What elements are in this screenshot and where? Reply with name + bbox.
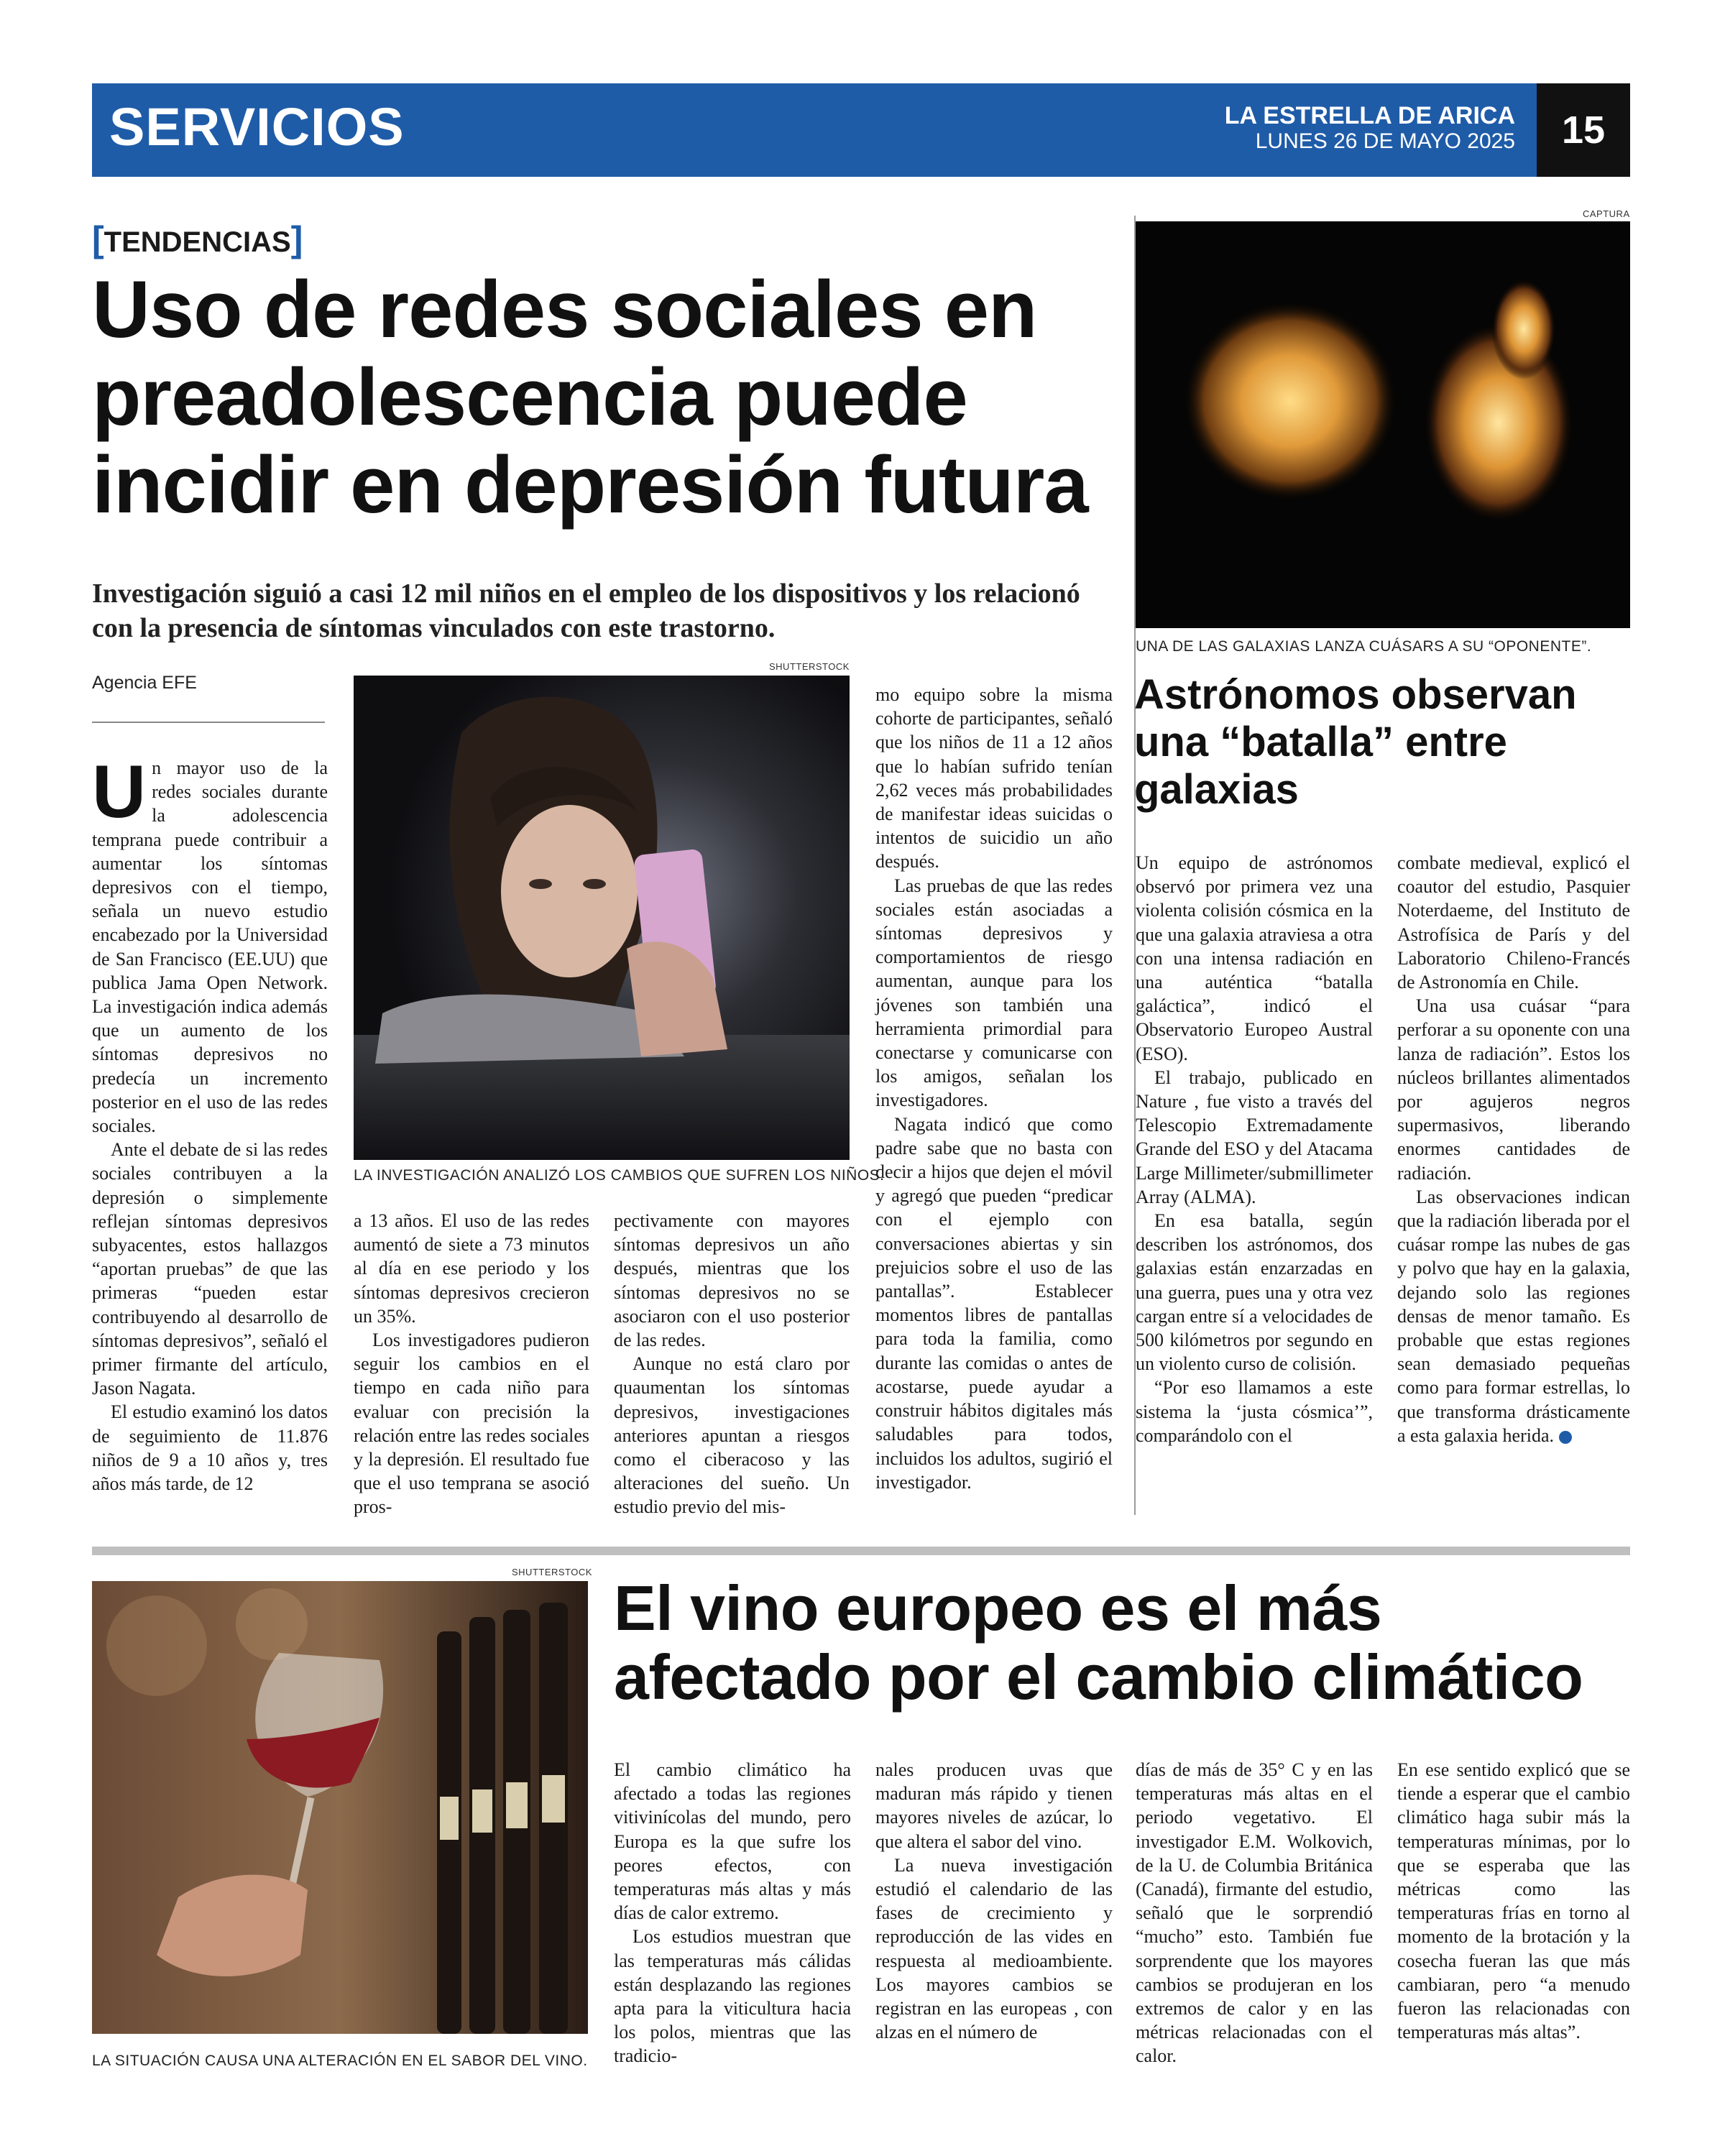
drop-cap: U bbox=[92, 750, 147, 834]
article-headline: El vino europeo es el más afectado por el cambio climático bbox=[614, 1572, 1583, 1713]
paragraph: En ese sentido explicó que se tiende a esperar que el cambio climático haga subir más la temperaturas mínimas, por lo que se esperaba que las métricas como las temperaturas frías en torno al momento de la brotación y la cosecha fueran las que más cambiaran, pero “a menudo fueron las relacionadas con temperaturas más altas”. bbox=[1397, 1759, 1630, 2043]
paragraph: Los investigadores pudieron seguir los cambios en el tiempo en cada niño para evaluar con precisión la relación entre las redes sociales y la depresión. El resultado fue que el uso temprana se asoció pros- bbox=[354, 1330, 589, 1518]
wine-glass-photo bbox=[92, 1581, 588, 2034]
paragraph: El estudio examinó los datos de seguimiento de 11.876 niños de 9 a 10 años y, tres años más tarde, de 12 bbox=[92, 1401, 328, 1495]
paragraph: La nueva investigación estudió el calendario de las fases de crecimiento y reproducción de las vides en respuesta al medioambiente. Los mayores cambios se registran en las europeas , con alzas en el número de bbox=[875, 1854, 1113, 2043]
article-headline: Astrónomos observan una “batalla” entre galaxias bbox=[1134, 671, 1577, 813]
paragraph: El trabajo, publicado en Nature , fue visto a través del Telescopio Extremadamente Grande del ESO y del Atacama Large Millimeter/submillimeter Array (ALMA). bbox=[1136, 1067, 1373, 1207]
paragraph: Las observaciones indican que la radiación liberada por el cuásar rompe las nubes de gas y polvo que hay en la galaxia, dejando solo las regiones densas de menor tamaño. Es probable que estas regiones sean demasiado pequeñas como para formar estrellas, lo que transforma drásticamente a esta galaxia herida. bbox=[1397, 1186, 1630, 1446]
paragraph: combate medieval, explicó el coautor del estudio, Pasquier Noterdaeme, del Instituto de Astrofísica de París y del Laboratorio Chileno-Francés de Astronomía en Chile. bbox=[1397, 852, 1630, 993]
photo-credit: CAPTURA bbox=[1583, 208, 1630, 219]
photo-caption: LA INVESTIGACIÓN ANALIZÓ LOS CAMBIOS QUE SUFREN LOS NIÑOS. bbox=[354, 1167, 885, 1184]
paragraph: Un equipo de astrónomos observó por primera vez una violenta colisión cósmica en la que una galaxia atraviesa a otra con una intensa radiación en una auténtica “batalla galáctica”, indicó el Observatorio Europeo Austral (ESO). bbox=[1136, 852, 1373, 1064]
section-title: SERVICIOS bbox=[109, 97, 405, 157]
photo-credit: SHUTTERSTOCK bbox=[512, 1567, 592, 1577]
paragraph: Los estudios muestran que las temperaturas más cálidas están desplazando las regiones apta para la viticultura hacia los polos, mientras que las tradicio- bbox=[614, 1926, 851, 2067]
paragraph: Ante el debate de si las redes sociales contribuyen a la depresión o simplemente reflejan síntomas depresivos subyacentes, estos hallazgos “aportan pruebas” de que las primeras “pueden estar contribuyendo al desarrollo de síntomas depresivos”, señaló el primer firmante del artículo, Jason Nagata. bbox=[92, 1139, 328, 1399]
publication-date: LUNES 26 DE MAYO 2025 bbox=[1255, 129, 1515, 153]
page-number: 15 bbox=[1561, 109, 1606, 152]
wine-glass-illustration bbox=[92, 1581, 588, 2034]
article-column-2 bbox=[354, 1209, 589, 1519]
paragraph: El cambio climático ha afectado a todas las regiones vitivinícolas del mundo, pero Europa es la que sufre los peores efectos, con temperaturas más altas y más días de calor extremo. bbox=[614, 1759, 851, 1924]
article-column-4 bbox=[1397, 1758, 1630, 2044]
paragraph: días de más de 35° C y en las temperaturas más altas en el periodo vegetativo. El investigador E.M. Wolkovich, de la U. de Columbia Británica (Canadá), firmante del estudio, señaló que le sorprendió “mucho” esto. También fue sorprendente que los mayores cambios se produjeran en los extremos de calor y en las métricas relacionadas con el calor. bbox=[1136, 1759, 1373, 2067]
page-number-box bbox=[1537, 83, 1630, 177]
photo-caption: LA SITUACIÓN CAUSA UNA ALTERACIÓN EN EL SABOR DEL VINO. bbox=[92, 2053, 588, 2069]
article-kicker: [TENDENCIAS] bbox=[92, 219, 303, 259]
paragraph: mo equipo sobre la misma cohorte de participantes, señaló que los niños de 11 a 12 años que lo habían sufrido tenían 2,62 veces más probabilidades de manifestar ideas suicidas o intentos de suicidio un año después. bbox=[875, 684, 1113, 872]
article-column-1 bbox=[1136, 851, 1373, 1447]
section-header-bar bbox=[92, 83, 1630, 177]
paragraph: Las pruebas de que las redes sociales están asociadas a síntomas depresivos y comportamientos de riesgo aumentan, aunque para los jóvenes son también una herramienta primordial para conectarse y comunicarse con los amigos, señalan los investigadores. bbox=[875, 875, 1113, 1111]
paragraph: nales producen uvas que maduran más rápido y tienen mayores niveles de azúcar, lo que altera el sabor del vino. bbox=[875, 1759, 1113, 1852]
photo-caption: UNA DE LAS GALAXIAS LANZA CUÁSARS A SU “OPONENTE”. bbox=[1136, 638, 1592, 655]
paragraph: Nagata indicó que como padre sabe que no basta con decir a hijos que dejen el móvil y agregó que pueden “predicar con el ejemplo con conversaciones abiertas y sin prejuicios sobre el uso de las pantallas”. Establecer momentos libres de pantallas para toda la familia, como durante las comidas o antes de acostarse, puede ayudar a construir hábitos digitales más saludables para todos, incluidos los adultos, sugirió el investigador. bbox=[875, 1113, 1113, 1493]
newspaper-name: LA ESTRELLA DE ARICA bbox=[1224, 102, 1515, 129]
paragraph: “Por eso llamamos a este sistema la ‘justa cósmica’”, comparándolo con el bbox=[1136, 1377, 1373, 1446]
paragraph: pectivamente con mayores síntomas depresivos un año después, mientras que los síntomas depresivos no se asociaron con el uso posterior de las redes. bbox=[614, 1210, 850, 1351]
paragraph: a 13 años. El uso de las redes aumentó de siete a 73 minutos al día en ese periodo y los síntomas depresivos crecieron un 35%. bbox=[354, 1210, 589, 1327]
article-column-1 bbox=[92, 750, 328, 1496]
article-headline: Uso de redes sociales en preadolescencia puede incidir en depresión futura bbox=[92, 264, 1088, 530]
photo-credit: SHUTTERSTOCK bbox=[769, 661, 850, 672]
article-column-3 bbox=[614, 1209, 850, 1519]
kicker-label: TENDENCIAS bbox=[104, 226, 291, 258]
article-column-4 bbox=[875, 683, 1113, 1494]
article-deck: Investigación siguió a casi 12 mil niños en el empleo de los dispositivos y los relacionó con la presencia de síntomas vinculados con este trastorno. bbox=[92, 579, 1080, 643]
paragraph: Aunque no está claro por quaumentan los síntomas depresivos, investigaciones anteriores apuntan a riesgos como el ciberacoso y las alteraciones del sueño. Un estudio previo del mis- bbox=[614, 1353, 850, 1518]
article-column-2 bbox=[1397, 851, 1630, 1447]
paragraph: n mayor uso de la redes sociales durante la adolescencia temprana puede contribuir a aumentar los síntomas depresivos con el tiempo, señala un nuevo estudio encabezado por la Universidad de San Francisco (EE.UU) que publica Jama Open Network. La investigación indica además que un aumento de los síntomas depresivos no predecía un incremento posterior en el uso de las redes sociales. bbox=[92, 757, 328, 1137]
galaxies-illustration bbox=[1136, 221, 1630, 628]
girl-phone-illustration bbox=[354, 676, 850, 1160]
article-column-2 bbox=[875, 1758, 1113, 2044]
galaxies-photo bbox=[1136, 221, 1630, 628]
article-byline: Agencia EFE bbox=[92, 673, 197, 693]
byline-divider bbox=[92, 722, 325, 723]
end-of-article-icon: ✪ bbox=[1559, 1431, 1572, 1444]
section-divider bbox=[92, 1547, 1630, 1555]
article-column-3 bbox=[1136, 1758, 1373, 2068]
girl-phone-photo bbox=[354, 676, 850, 1160]
paragraph: En esa batalla, según describen los astrónomos, dos galaxias están enzarzadas en una guerra, pues una y otra vez cargan entre sí a velocidades de 500 kilómetros por segundo en un violento curso de colisión. bbox=[1136, 1210, 1373, 1375]
article-column-1 bbox=[614, 1758, 851, 2068]
paragraph: Una usa cuásar “para perforar a su oponente con una lanza de radiación”. Estos los núcleos brillantes alimentados por agujeros negros supermasivos, liberando enormes cantidades de radiación. bbox=[1397, 995, 1630, 1184]
